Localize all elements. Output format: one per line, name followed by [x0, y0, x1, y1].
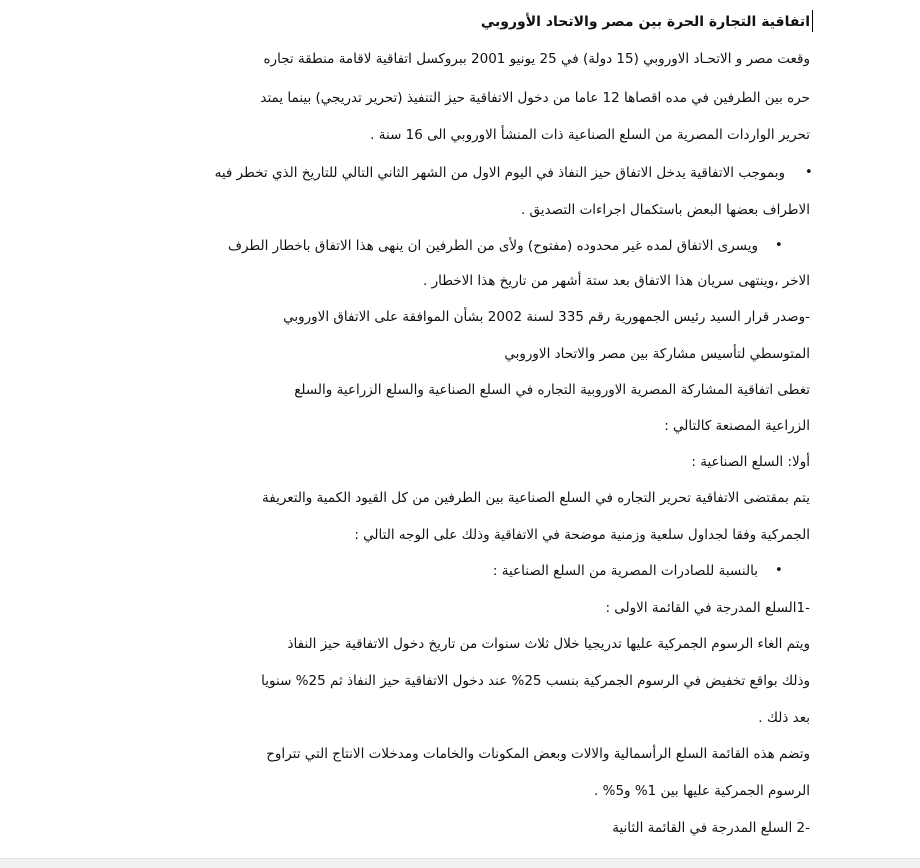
- paragraph-line: تحرير الواردات المصرية من السلع الصناعية ذات المنشأ الاوروبي الى 16 سنة .: [370, 127, 810, 143]
- paragraph-line: الاطراف بعضها البعض باستكمال اجراءات التصديق .: [520, 202, 810, 218]
- paragraph-line: وتضم هذه القائمة السلع الرأسمالية والالات وبعض المكونات والخامات ومدخلات الانتاج التي تتراوح: [266, 746, 810, 762]
- paragraph-line: ويتم الغاء الرسوم الجمركية عليها تدريجيا خلال ثلاث سنوات من تاريخ دخول الاتفاقية حيز النفاذ: [287, 636, 810, 652]
- text-cursor: [812, 10, 813, 32]
- list-heading: -1السلع المدرجة في القائمة الاولى :: [605, 600, 810, 616]
- paragraph-line: الجمركية وفقا لجداول سلعية وزمنية موضحة في الاتفاقية وذلك على الوجه التالي :: [354, 527, 810, 543]
- bullet-line: ويسرى الاتفاق لمده غير محدوده (مفتوح) ولأى من الطرفين ان ينهى هذا الاتفاق باخطار الطرف: [227, 238, 758, 254]
- paragraph-line: المتوسطي لتأسيس مشاركة بين مصر والاتحاد الاوروبي: [504, 346, 810, 362]
- bullet-marker: •: [805, 165, 813, 180]
- bullet-marker: •: [775, 563, 783, 578]
- paragraph-line: الاخر ،وينتهى سريان هذا الاتفاق بعد ستة أشهر من تاريخ هذا الاخطار .: [423, 273, 810, 289]
- paragraph-line: الرسوم الجمركية عليها بين 1% و5% .: [594, 783, 810, 799]
- list-heading: -2 السلع المدرجة في القائمة الثانية: [612, 820, 810, 836]
- paragraph-line: الزراعية المصنعة كالتالي :: [664, 418, 810, 434]
- paragraph-line: تغطى اتفاقية المشاركة المصرية الاوروبية التجاره في السلع الصناعية والسلع الزراعية والسلع: [294, 382, 810, 398]
- paragraph-line: وذلك بواقع تخفيض في الرسوم الجمركية بنسب 25% عند دخول الاتفاقية حيز النفاذ ثم 25% سنويا: [261, 673, 810, 689]
- bullet-line: وبموجب الاتفاقية يدخل الاتفاق حيز النفاذ في اليوم الاول من الشهر الثاني التالي للتاريخ الذي تخطر فيه: [214, 165, 785, 181]
- section-heading: أولا: السلع الصناعية :: [691, 454, 810, 470]
- paragraph-line: -وصدر قرار السيد رئيس الجمهورية رقم 335 لسنة 2002 بشأن الموافقة على الاتفاق الاوروبي: [283, 309, 810, 325]
- bullet-marker: •: [775, 238, 783, 253]
- paragraph-line: بعد ذلك .: [758, 710, 810, 726]
- document-title: اتفاقية التجارة الحرة بين مصر والاتحاد الأوروبي: [480, 14, 810, 30]
- paragraph-line: وقعت مصر و الاتحـاد الاوروبي (15 دولة) في 25 يونيو 2001 ببروكسل اتفاقية لاقامة منطقة تجاره: [263, 51, 810, 67]
- bullet-line: بالنسبة للصادرات المصرية من السلع الصناعية :: [492, 563, 758, 579]
- paragraph-line: يتم بمقتضى الاتفاقية تحرير التجاره في السلع الصناعية بين الطرفين من كل القيود الكمية والتعريفة: [262, 490, 810, 506]
- paragraph-line: حره بين الطرفين في مده اقصاها 12 عاما من دخول الاتفاقية حيز التنفيذ (تحرير تدريجي) بينما يمتد: [260, 90, 810, 106]
